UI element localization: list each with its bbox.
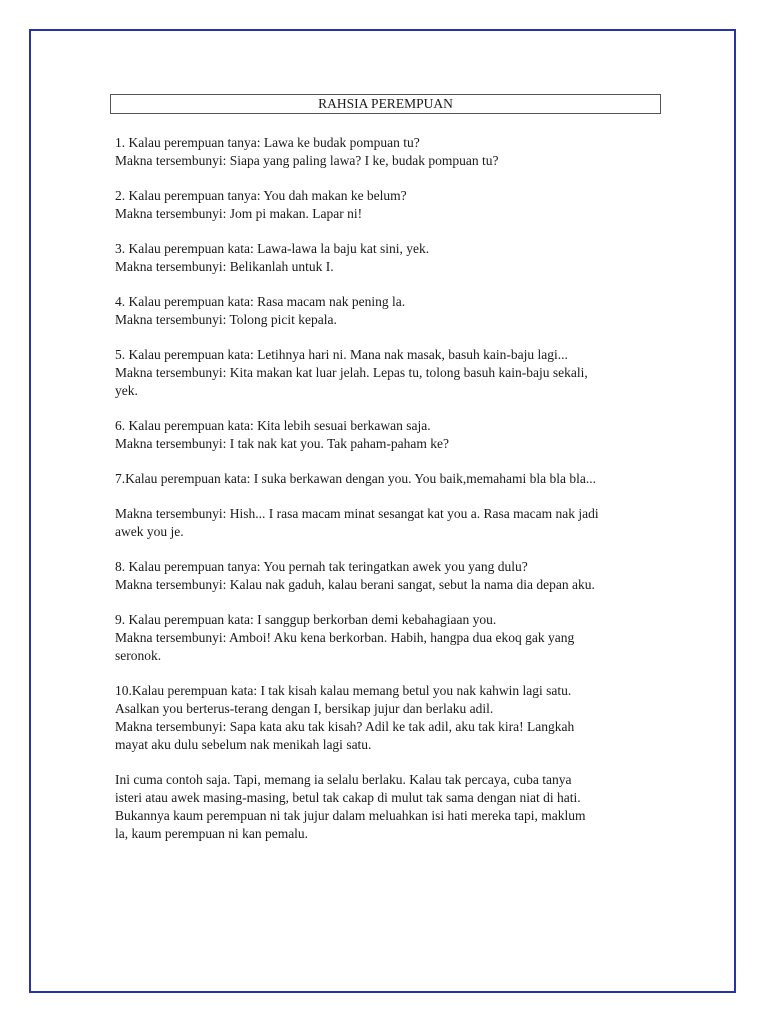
- paragraph: [115, 240, 685, 276]
- text-line: 4. Kalau perempuan kata: Rasa macam nak pening la.: [115, 294, 406, 309]
- paragraph: [115, 558, 685, 594]
- document-page: [29, 29, 736, 993]
- text-line: Makna tersembunyi: Belikanlah untuk I.: [115, 259, 334, 274]
- paragraph: [115, 134, 685, 170]
- text-line: Makna tersembunyi: Hish... I rasa macam minat sesangat kat you a. Rasa macam nak jadi: [115, 506, 599, 521]
- text-line: Makna tersembunyi: Kalau nak gaduh, kalau berani sangat, sebut la nama dia depan aku.: [115, 577, 595, 592]
- text-line: Makna tersembunyi: Kita makan kat luar jelah. Lepas tu, tolong basuh kain-baju sekali,: [115, 365, 588, 380]
- text-line: 7.Kalau perempuan kata: I suka berkawan dengan you. You baik,memahami bla bla bla...: [115, 471, 596, 486]
- paragraph: [115, 611, 685, 665]
- text-line: Bukannya kaum perempuan ni tak jujur dalam meluahkan isi hati mereka tapi, maklum: [115, 808, 586, 823]
- text-line: 1. Kalau perempuan tanya: Lawa ke budak pompuan tu?: [115, 135, 420, 150]
- text-line: 10.Kalau perempuan kata: I tak kisah kalau memang betul you nak kahwin lagi satu.: [115, 683, 572, 698]
- text-line: isteri atau awek masing-masing, betul tak cakap di mulut tak sama dengan niat di hati.: [115, 790, 581, 805]
- text-line: Ini cuma contoh saja. Tapi, memang ia selalu berlaku. Kalau tak percaya, cuba tanya: [115, 772, 572, 787]
- text-line: 9. Kalau perempuan kata: I sanggup berkorban demi kebahagiaan you.: [115, 612, 497, 627]
- text-line: 2. Kalau perempuan tanya: You dah makan ke belum?: [115, 188, 407, 203]
- text-line: seronok.: [115, 648, 162, 663]
- text-line: Makna tersembunyi: Jom pi makan. Lapar ni!: [115, 206, 363, 221]
- paragraph: [115, 187, 685, 223]
- text-line: Makna tersembunyi: Siapa yang paling lawa? I ke, budak pompuan tu?: [115, 153, 499, 168]
- text-line: la, kaum perempuan ni kan pemalu.: [115, 826, 309, 841]
- text-line: Makna tersembunyi: Sapa kata aku tak kisah? Adil ke tak adil, aku tak kira! Langkah: [115, 719, 575, 734]
- paragraph: [115, 346, 685, 400]
- text-line: 8. Kalau perempuan tanya: You pernah tak teringatkan awek you yang dulu?: [115, 559, 528, 574]
- paragraph: [115, 417, 685, 453]
- text-line: awek you je.: [115, 524, 184, 539]
- document-body: [115, 134, 685, 860]
- text-line: 6. Kalau perempuan kata: Kita lebih sesuai berkawan saja.: [115, 418, 431, 433]
- text-line: Asalkan you berterus-terang dengan I, bersikap jujur dan berlaku adil.: [115, 701, 494, 716]
- text-line: Makna tersembunyi: Amboi! Aku kena berkorban. Habih, hangpa dua ekoq gak yang: [115, 630, 575, 645]
- document-title: RAHSIA PEREMPUAN: [110, 94, 661, 114]
- text-line: 3. Kalau perempuan kata: Lawa-lawa la baju kat sini, yek.: [115, 241, 430, 256]
- text-line: Makna tersembunyi: I tak nak kat you. Tak paham-paham ke?: [115, 436, 449, 451]
- paragraph: [115, 771, 685, 843]
- paragraph: [115, 293, 685, 329]
- text-line: Makna tersembunyi: Tolong picit kepala.: [115, 312, 337, 327]
- paragraph: [115, 505, 685, 541]
- paragraph: [115, 682, 685, 754]
- paragraph: [115, 470, 685, 488]
- text-line: 5. Kalau perempuan kata: Letihnya hari ni. Mana nak masak, basuh kain-baju lagi...: [115, 347, 568, 362]
- text-line: yek.: [115, 383, 138, 398]
- text-line: mayat aku dulu sebelum nak menikah lagi satu.: [115, 737, 372, 752]
